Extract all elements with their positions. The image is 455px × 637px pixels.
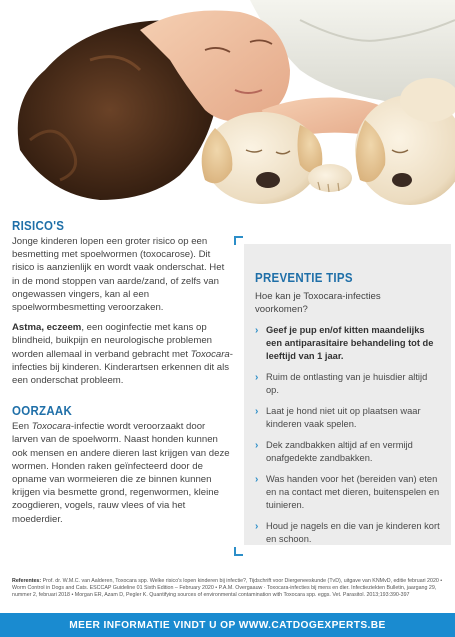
box-corner-top <box>234 236 243 245</box>
tip-item: › Dek zandbakken altijd af en vermijd onafgedekte zandbakken. <box>255 440 413 463</box>
oorzaak-heading: OORZAAK <box>12 404 73 419</box>
left-column <box>12 219 234 526</box>
risicos-bold-lead: Astma, eczeem <box>12 322 82 334</box>
child-with-puppies-illustration <box>0 0 455 212</box>
references: Referentes: Prof. dr. W.M.C. van Aalderen, Toxocara spp. Welke risico's lopen kinderen bij infectie?, Tijdschrift voor Diergeneeskunde (TvD), uitgave van KNMvD, editie februari 2020 • Worm Control in Dogs and Cats. ESCCAP Guideline 01 Sixth Edition – February 2020 • P.A.M. Overgaauw · Toxocara-infecties bij mens en dier. Infectieziekten Bulletin, jaargang 29, nummer 2, februari 2018 • Morgan ER, Azam D, Pegler K. Quantifying sources of environmental contamination with Toxocara spp. eggs. Vet. Parasitol. 2013;193:390-397 <box>12 578 443 598</box>
tips-list <box>255 324 441 546</box>
chevron-right-icon: › <box>255 474 259 485</box>
chevron-right-icon: › <box>255 372 259 383</box>
tip-item: › Laat je hond niet uit op plaatsen waar kinderen vaak spelen. <box>255 406 421 429</box>
chevron-right-icon: › <box>255 440 259 451</box>
footer-banner <box>0 613 455 637</box>
references-label: Referentes: <box>12 578 42 584</box>
tip-item: › Ruim de ontlasting van je huisdier altijd op. <box>255 372 428 395</box>
tip-item: › Geef je pup en/of kitten maandelijks een antiparasitaire behandeling tot de leeftijd van 1 jaar. <box>255 325 434 361</box>
chevron-right-icon: › <box>255 406 259 417</box>
tip-item: › Was handen voor het (bereiden van) eten en na contact met dieren, buitenspelen en tuinieren. <box>255 474 440 510</box>
chevron-right-icon: › <box>255 521 259 532</box>
box-corner-bottom <box>234 547 243 556</box>
footer-link-text[interactable]: MEER INFORMATIE VINDT U OP WWW.CATDOGEXPERTS.BE <box>69 619 386 631</box>
prevention-tips-box <box>244 244 451 545</box>
oorzaak-paragraph: Een Toxocara-infectie wordt veroorzaakt door larven van de spoelworm. Naast honden kunnen ook mensen en andere dieren last krijgen van deze wormen. Honden raken geïnfecteerd door de opname van wormeieren die ze binnen kunnen krijgen via besmette grond, regenwormen, kleine zoogdieren, vogels, rauw vlees of via het moederdier. <box>12 421 230 525</box>
tips-question: Hoe kan je Toxocara-infecties voorkomen? <box>255 291 381 315</box>
hero-photo <box>0 0 455 212</box>
risicos-paragraph-1: Jonge kinderen lopen een groter risico op een besmetting met spoelwormen (toxocarose). Dit risico is aanzienlijk en wordt vaak onderschat. Het in de mond stoppen van aarde/zand, of zelfs van ongewassen vingers, kan al een spoelwormbesmetting veroorzaken. <box>12 236 225 314</box>
risicos-heading: RISICO'S <box>12 219 65 233</box>
tip-item: › Houd je nagels en die van je kinderen kort en schoon. <box>255 521 440 544</box>
risicos-paragraph-2: Astma, eczeem, een ooginfectie met kans op blindheid, buikpijn en neurologische problemen worden allemaal in verband gebracht met Toxocara-infecties bij kinderen. Kinderartsen erkennen dit als een onderschat probleem. <box>12 322 233 387</box>
tips-heading: PREVENTIE TIPS <box>255 271 353 285</box>
chevron-right-icon: › <box>255 325 259 336</box>
